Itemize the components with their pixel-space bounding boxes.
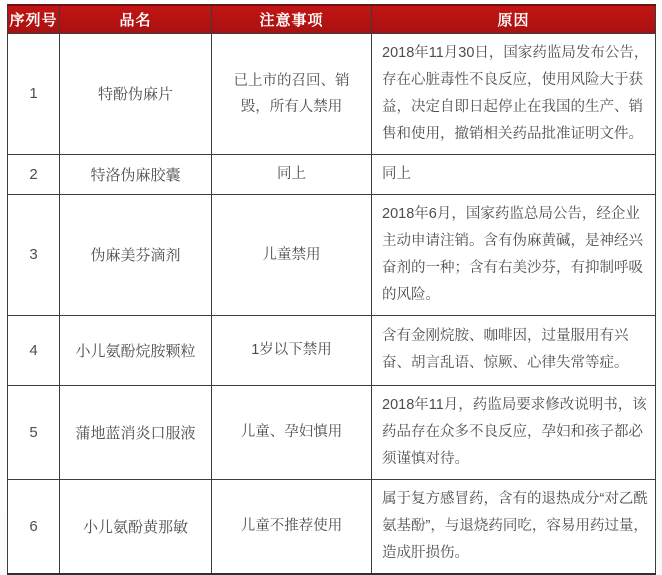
table-row [8,479,656,574]
table-row [8,154,656,194]
cell-note: 已上市的召回、销毁，所有人禁用 [212,33,372,154]
table-row [8,315,656,385]
cell-name: 蒲地蓝消炎口服液 [60,385,212,479]
col-header-name: 品名 [60,5,212,33]
cell-reason: 2018年11月，药监局要求修改说明书，该药品存在众多不良反应，孕妇和孩子都必须谨慎对待。 [372,385,656,479]
table-row [8,385,656,479]
cell-serial: 1 [8,33,60,154]
cell-note: 儿童不推荐使用 [212,479,372,574]
cell-serial: 2 [8,154,60,194]
cell-name: 小儿氨酚烷胺颗粒 [60,315,212,385]
cell-reason: 属于复方感冒药，含有的退热成分“对乙酰氨基酚”，与退烧药同吃，容易用药过量，造成肝损伤。 [372,479,656,574]
col-header-note: 注意事项 [212,5,372,33]
table-row [8,194,656,315]
cell-reason: 2018年6月，国家药监总局公告，经企业主动申请注销。含有伪麻黄碱，是神经兴奋剂的一种；含有右美沙芬，有抑制呼吸的风险。 [372,194,656,315]
medication-warning-table [7,4,656,575]
cell-name: 特酚伪麻片 [60,33,212,154]
cell-serial: 3 [8,194,60,315]
cell-name: 特洛伪麻胶囊 [60,154,212,194]
cell-name: 小儿氨酚黄那敏 [60,479,212,574]
cell-serial: 4 [8,315,60,385]
cell-note: 1岁以下禁用 [212,315,372,385]
header-row [8,5,656,33]
table-row [8,33,656,154]
cell-reason: 含有金刚烷胺、咖啡因，过量服用有兴奋、胡言乱语、惊厥、心律失常等症。 [372,315,656,385]
cell-name: 伪麻美芬滴剂 [60,194,212,315]
col-header-reason: 原因 [372,5,656,33]
cell-reason: 同上 [372,154,656,194]
cell-note: 儿童、孕妇慎用 [212,385,372,479]
cell-reason: 2018年11月30日，国家药监局发布公告，存在心脏毒性不良反应，使用风险大于获益，决定自即日起停止在我国的生产、销售和使用，撤销相关药品批准证明文件。 [372,33,656,154]
cell-serial: 5 [8,385,60,479]
cell-note: 儿童禁用 [212,194,372,315]
col-header-serial: 序列号 [8,5,60,33]
cell-note: 同上 [212,154,372,194]
cell-serial: 6 [8,479,60,574]
